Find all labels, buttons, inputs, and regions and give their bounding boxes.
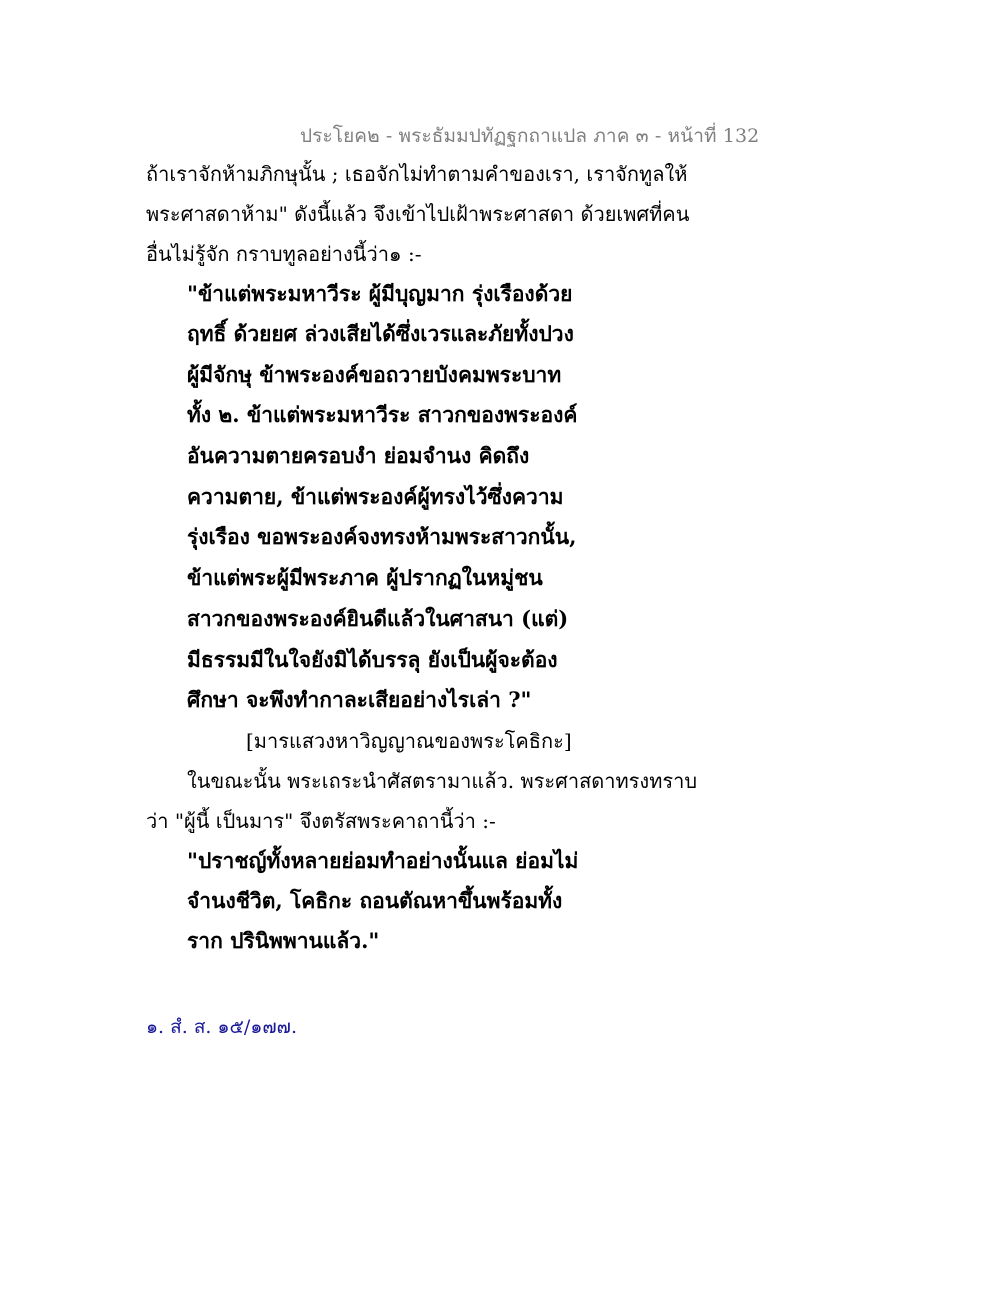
narrative-line: ว่า "ผู้นี้ เป็นมาร" จึงตรัสพระคาถานี้ว่า :- — [146, 809, 496, 833]
intro-line: อื่นไม่รู้จัก กราบทูลอย่างนี้ว่า๑ :- — [146, 242, 422, 266]
verse-line: "ข้าแต่พระมหาวีระ ผู้มีบุญมาก รุ่งเรืองด้วย — [187, 281, 573, 306]
verse-line: สาวกของพระองค์ยินดีแล้วในศาสนา (แต่) — [187, 606, 569, 631]
verse-line: รุ่งเรือง ขอพระองค์จงทรงห้ามพระสาวกนั้น, — [187, 524, 577, 549]
verse-line: ราก ปรินิพพานแล้ว." — [187, 928, 380, 953]
running-header: ประโยค๒ - พระธัมมปทัฏฐกถาแปล ภาค ๓ - หน้าที่ 132 — [300, 125, 760, 147]
section-heading: [มารแสวงหาวิญญาณของพระโคธิกะ] — [246, 729, 572, 753]
verse-line: อันความตายครอบงำ ย่อมจำนง คิดถึง — [187, 443, 530, 468]
intro-line: ถ้าเราจักห้ามภิกษุนั้น ; เธอจักไม่ทำตามคำของเรา, เราจักทูลให้ — [146, 162, 688, 186]
verse-line: ศึกษา จะพึงทำกาละเสียอย่างไรเล่า ?" — [187, 687, 532, 712]
verse-line: "ปราชญ์ทั้งหลายย่อมทำอย่างนั้นแล ย่อมไม่ — [187, 848, 579, 873]
verse-line: ข้าแต่พระผู้มีพระภาค ผู้ปรากฏในหมู่ชน — [187, 565, 543, 590]
verse-line: ผู้มีจักษุ ข้าพระองค์ขอถวายบังคมพระบาท — [187, 362, 562, 387]
verse-line: ความตาย, ข้าแต่พระองค์ผู้ทรงไว้ซึ่งความ — [187, 484, 564, 509]
verse-line: มีธรรมมีในใจยังมิได้บรรลุ ยังเป็นผู้จะต้อง — [187, 647, 558, 672]
narrative-line: ในขณะนั้น พระเถระนำศัสตรามาแล้ว. พระศาสดาทรงทราบ — [187, 769, 698, 793]
verse-line: ทั้ง ๒. ข้าแต่พระมหาวีระ สาวกของพระองค์ — [187, 402, 578, 427]
verse-line: จำนงชีวิต, โคธิกะ ถอนตัณหาขึ้นพร้อมทั้ง — [187, 888, 563, 913]
footnote: ๑. สํ. ส. ๑๕/๑๗๗. — [146, 1016, 298, 1038]
verse-line: ฤทธิ์ ด้วยยศ ล่วงเสียได้ซึ่งเวรและภัยทั้งปวง — [187, 321, 574, 346]
intro-line: พระศาสดาห้าม" ดังนี้แล้ว จึงเข้าไปเฝ้าพระศาสดา ด้วยเพศที่คน — [146, 202, 690, 226]
